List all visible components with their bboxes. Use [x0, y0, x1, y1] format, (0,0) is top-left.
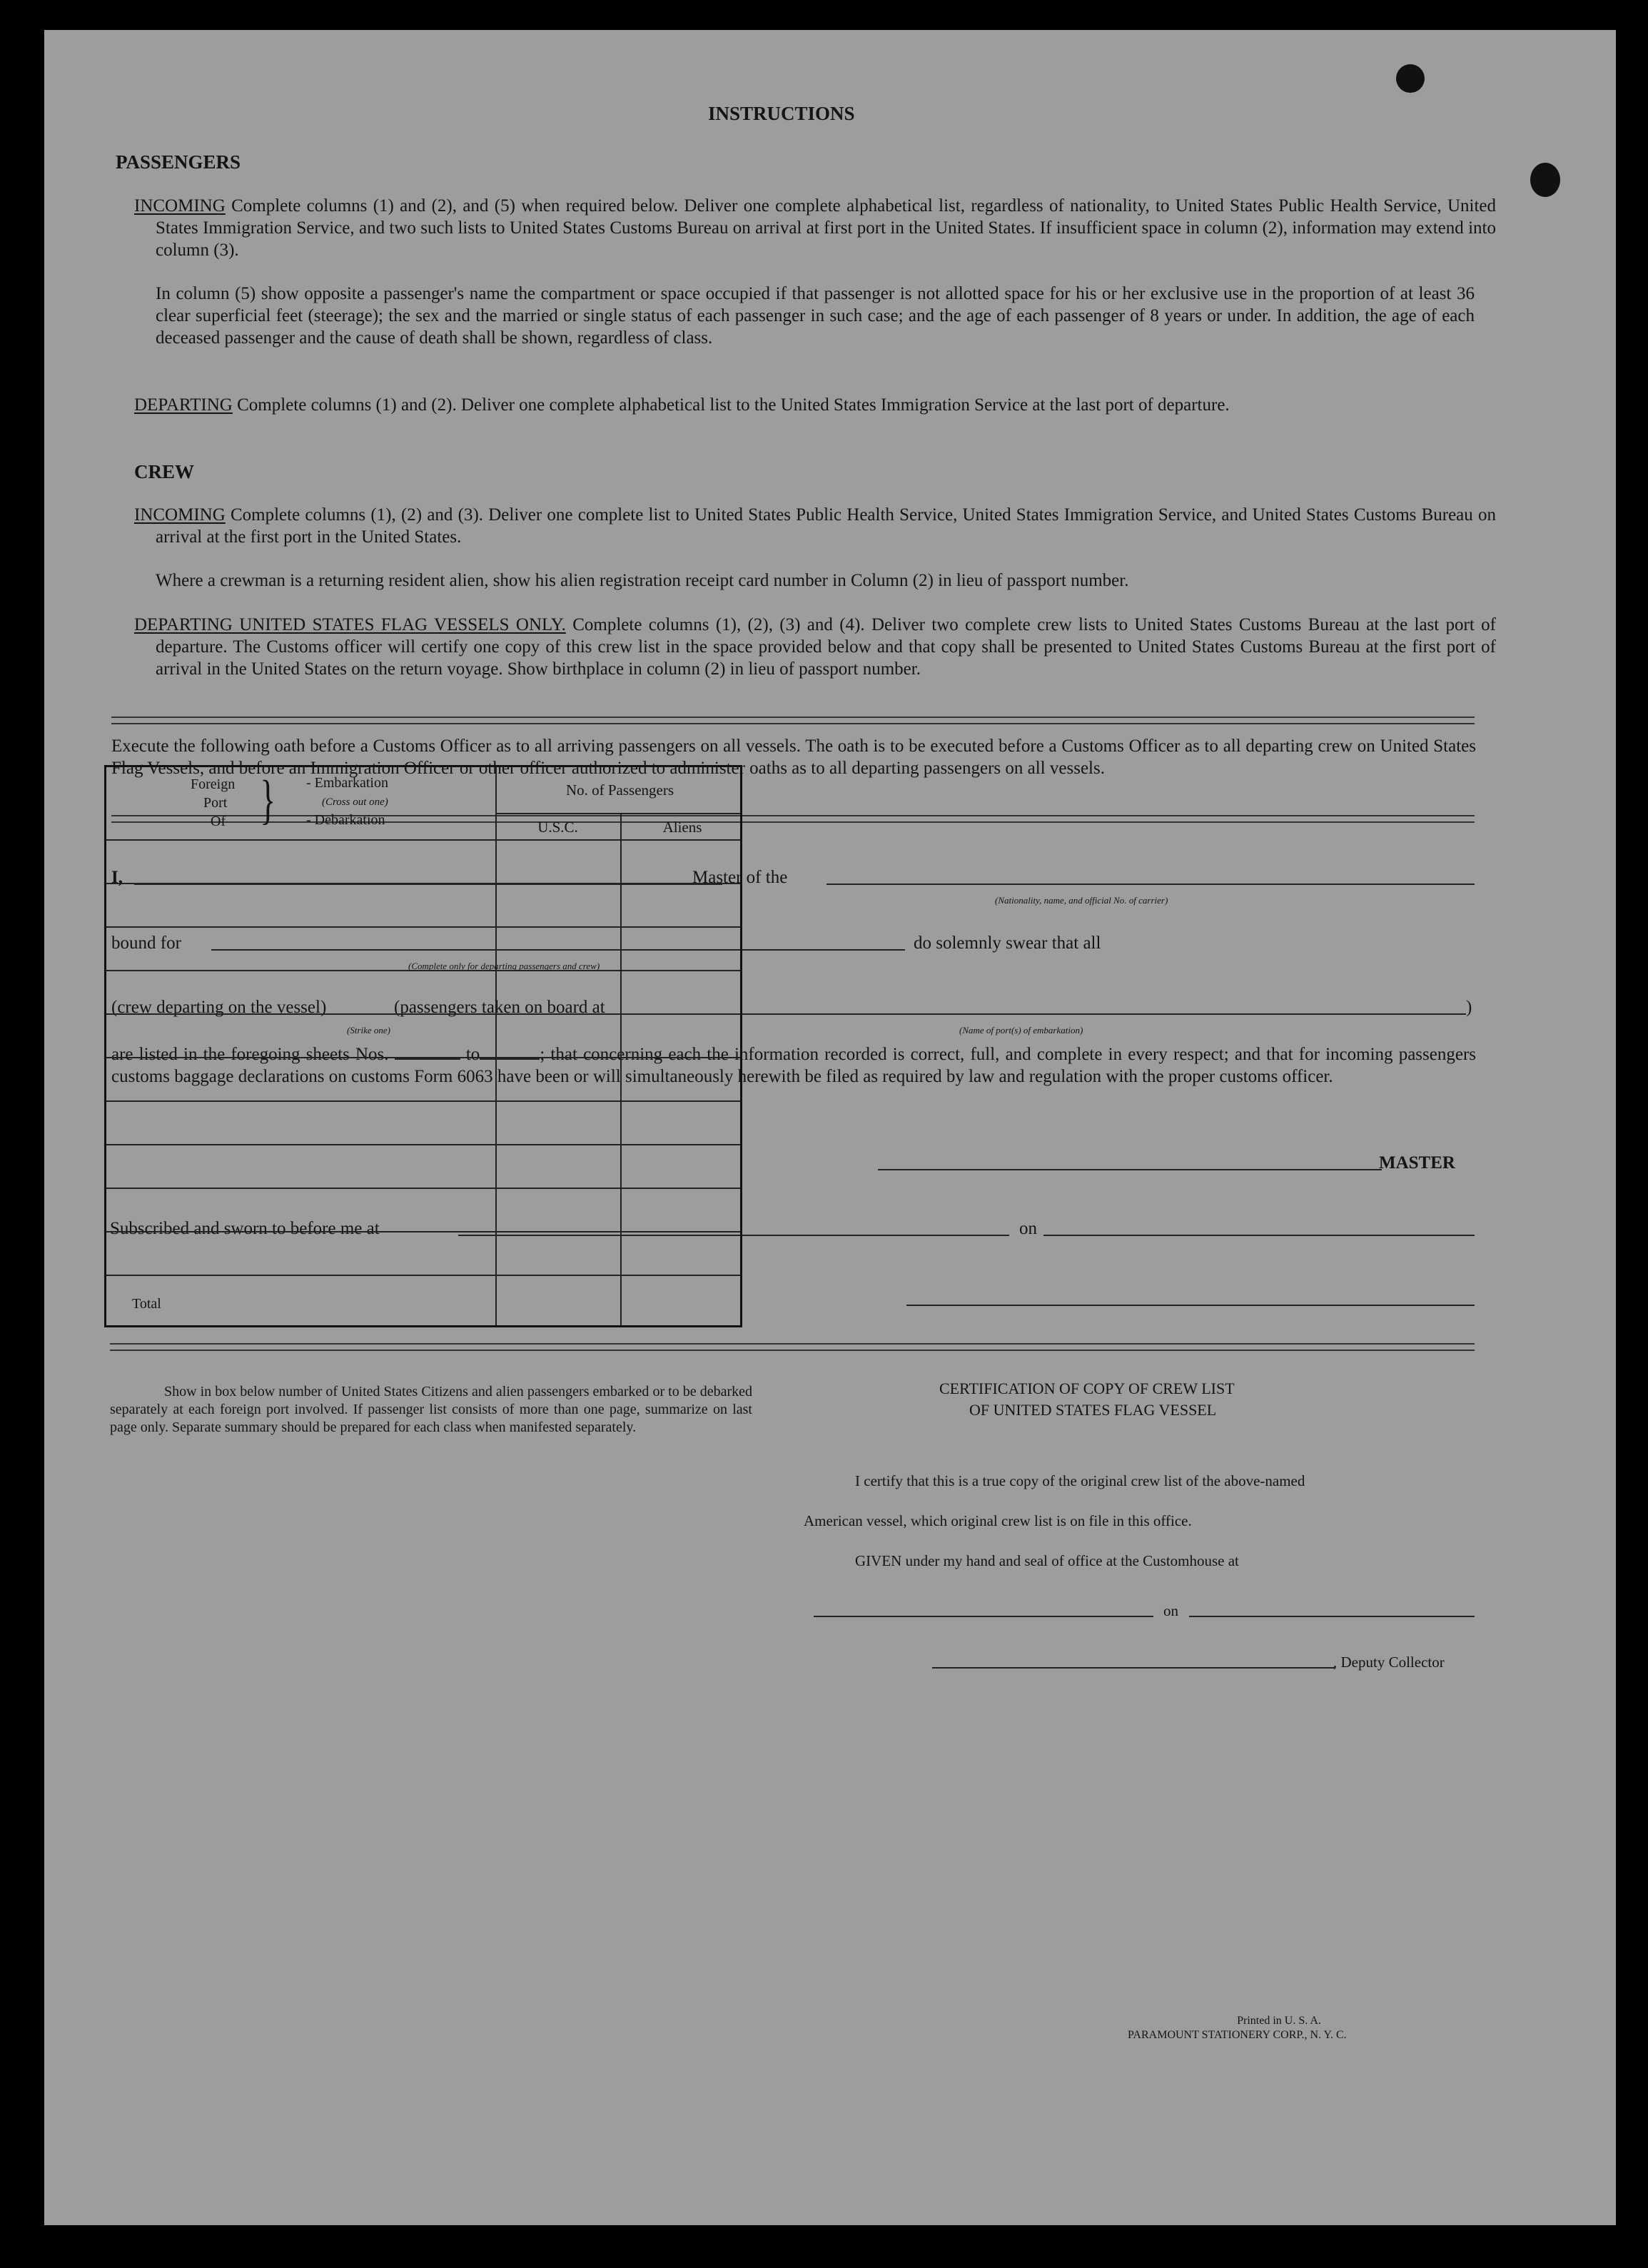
- passengers-incoming-label: INCOMING: [134, 196, 226, 216]
- aliens-header: Aliens: [662, 819, 702, 836]
- master-signature-field[interactable]: [878, 1169, 1382, 1170]
- table-row-rule: [106, 1144, 740, 1145]
- table-subheader-rule: [495, 813, 740, 814]
- deputy-signature-field[interactable]: [932, 1667, 1335, 1669]
- table-row-rule: [106, 1100, 740, 1102]
- table-row-rule: [106, 1188, 740, 1189]
- bound-for-label: bound for: [111, 933, 181, 953]
- ink-blot-right: [1530, 163, 1560, 197]
- oath-i-label: I,: [111, 868, 123, 887]
- certification-line-2: American vessel, which original crew list is on file in this office.: [804, 1512, 1192, 1529]
- subscribed-label: Subscribed and sworn to before me at: [110, 1219, 380, 1238]
- deputy-collector-label: , Deputy Collector: [1333, 1654, 1445, 1671]
- carrier-note: (Nationality, name, and official No. of carrier): [995, 895, 1168, 906]
- master-of-label: Master of the: [692, 868, 788, 887]
- solemnly-swear-label: do solemnly swear that all: [914, 933, 1101, 953]
- certification-on-label: on: [1163, 1602, 1178, 1619]
- divider-double-1: [111, 717, 1475, 724]
- cross-out-note: (Cross out one): [322, 796, 388, 808]
- passengers-taken-option: (passengers taken on board at: [394, 998, 605, 1017]
- column5-paragraph: In column (5) show opposite a passenger's name the compartment or space occupied if that passenger is not allotted space for his or her exclusive use in the proportion of at least 36 clear superficial feet (steerage); the sex and the married or single status of each passenger in such case; and the age of each passenger of 8 years or under. In addition, the age of each deceased passenger and the cause of death shall be shown, regardless of class.: [156, 284, 1475, 348]
- embarkation-option: - Embarkation: [306, 775, 388, 791]
- crew-incoming-text: Complete columns (1), (2) and (3). Deliver one complete list to United States Public Health Service, United States Immigration Service, and United States Customs Bureau on arrival at the first port in the United States.: [156, 505, 1496, 547]
- table-col-divider-2: [620, 814, 622, 1325]
- certification-heading-1: CERTIFICATION OF COPY OF CREW LIST: [939, 1379, 1235, 1397]
- of-label: Of: [211, 814, 226, 829]
- certification-line-3: GIVEN under my hand and seal of office at the Customhouse at: [855, 1552, 1239, 1569]
- certification-heading-2: OF UNITED STATES FLAG VESSEL: [969, 1401, 1217, 1419]
- sworn-date-field[interactable]: [1043, 1235, 1475, 1236]
- strike-one-note: (Strike one): [347, 1025, 391, 1036]
- crew-departing-paragraph: [134, 614, 1496, 680]
- table-row-rule: [106, 970, 740, 971]
- printed-in-usa: Printed in U. S. A.: [1237, 2015, 1321, 2027]
- passengers-departing-paragraph: [134, 394, 1496, 416]
- table-row-rule: [106, 1231, 740, 1232]
- table-col-divider-1: [495, 767, 497, 1325]
- bound-for-note: (Complete only for departing passengers and crew): [408, 961, 600, 971]
- close-paren: ): [1466, 998, 1472, 1017]
- table-row-rule: [106, 1275, 740, 1276]
- certification-date-field[interactable]: [1189, 1616, 1475, 1617]
- total-row-label: Total: [132, 1296, 161, 1312]
- table-row-rule: [106, 926, 740, 928]
- crew-departing-option: (crew departing on the vessel): [111, 998, 327, 1017]
- customhouse-field[interactable]: [814, 1616, 1153, 1617]
- master-label: MASTER: [1379, 1153, 1455, 1173]
- ink-blot-top: [1396, 64, 1425, 93]
- summary-instructions: Show in box below number of United States Citizens and alien passengers embarked or to be debarked separately at each foreign port involved. If passenger list consists of more than one page, summarize on last page only. Separate summary should be prepared for each class when manifested separately.: [110, 1384, 752, 1435]
- usc-header: U.S.C.: [537, 819, 578, 836]
- port-label: Port: [203, 795, 228, 811]
- foreign-label: Foreign: [191, 776, 236, 792]
- debarkation-option: - Debarkation: [306, 812, 385, 828]
- crew-departing-text: Complete columns (1), (2), (3) and (4). Deliver two complete crew lists to United States Customs Bureau at the last port of departure. The Customs officer will certify one copy of this crew list in the space provided below and that copy shall be presented to United States Customs Bureau at the first port of arrival in the United States on the return voyage. Show birthplace in column (2) in lieu of passport number.: [156, 615, 1496, 679]
- oath-instructions: Execute the following oath before a Customs Officer as to all arriving passengers on all vessels. The oath is to be executed before a Customs Officer as to all departing crew on United States Flag Vessels, and before an Immigration Officer or other officer authorized to administer oaths as to all departing passengers on all vessels.: [111, 736, 1476, 778]
- table-header-rule: [106, 839, 740, 841]
- to-label: to: [465, 1045, 480, 1064]
- listed-rest: ; that concerning each the information recorded is correct, full, and complete in every respect; and that for incoming passengers customs baggage declarations on customs Form 6063 have been or will simultaneously herewith be filed as required by law and regulation with the proper customs officer.: [111, 1045, 1476, 1086]
- passengers-heading: PASSENGERS: [116, 151, 241, 173]
- passenger-summary-table: [104, 765, 742, 1327]
- no-passengers-header: No. of Passengers: [565, 781, 674, 799]
- embarkation-ports-field[interactable]: [678, 1013, 1466, 1015]
- crew-incoming-paragraph: [134, 504, 1496, 548]
- carrier-field[interactable]: [826, 884, 1475, 885]
- form-sheet: [44, 30, 1616, 2225]
- sworn-on-label: on: [1019, 1219, 1037, 1238]
- crew-heading: CREW: [134, 461, 195, 482]
- passengers-incoming-text: Complete columns (1) and (2), and (5) when required below. Deliver one complete alphabetical list, regardless of nationality, to United States Public Health Service, United States Immigration Service, and two such lists to United States Customs Bureau on arrival at first port in the United States. If insufficient space in column (2), information may extend into column (3).: [156, 196, 1496, 260]
- brace-glyph: }: [260, 770, 276, 830]
- officer-signature-field[interactable]: [906, 1305, 1475, 1306]
- crew-departing-label: DEPARTING UNITED STATES FLAG VESSELS ONLY.: [134, 615, 566, 634]
- crew-incoming-label: INCOMING: [134, 505, 226, 525]
- passengers-departing-label: DEPARTING: [134, 395, 233, 415]
- ports-note: (Name of port(s) of embarkation): [959, 1025, 1083, 1036]
- resident-alien-paragraph: Where a crewman is a returning resident alien, show his alien registration receipt card number in Column (2) in lieu of passport number.: [156, 571, 1129, 590]
- page-title: INSTRUCTIONS: [708, 103, 855, 124]
- certification-line-1: I certify that this is a true copy of the original crew list of the above-named: [855, 1472, 1305, 1489]
- divider-double-3: [110, 1343, 1475, 1351]
- passengers-departing-text: Complete columns (1) and (2). Deliver one complete alphabetical list to the United States Immigration Service at the last port of departure.: [232, 395, 1230, 415]
- table-row-rule: [106, 1013, 740, 1015]
- listed-prefix: are listed in the foregoing sheets Nos.: [111, 1045, 389, 1064]
- table-row-rule: [106, 1057, 740, 1058]
- printer-name: PARAMOUNT STATIONERY CORP., N. Y. C.: [1128, 2029, 1347, 2041]
- passengers-incoming-paragraph: [134, 195, 1496, 261]
- table-row-rule: [106, 883, 740, 884]
